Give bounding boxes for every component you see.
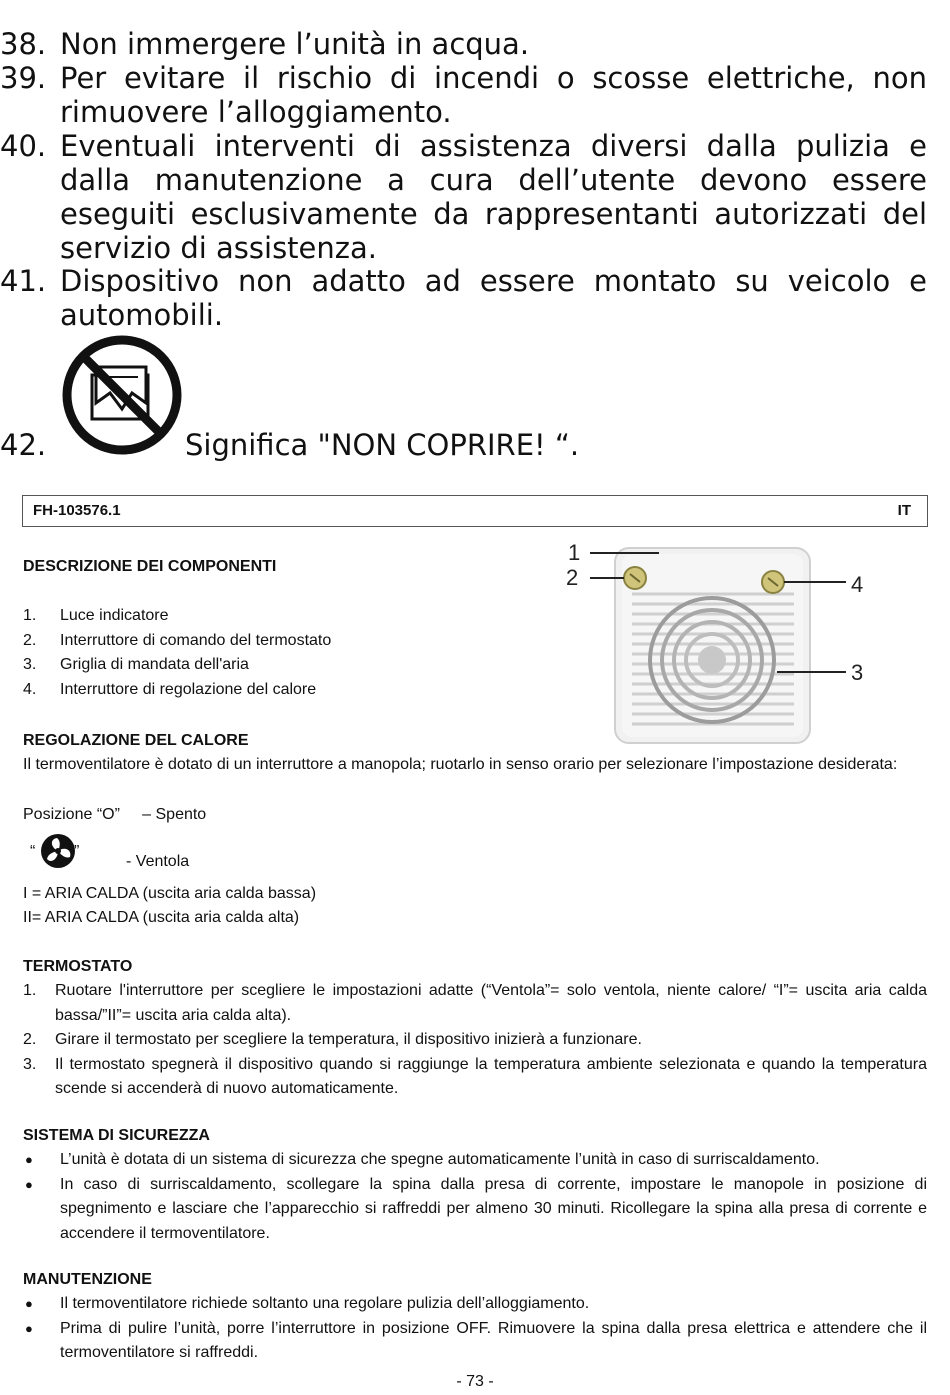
language-code: IT <box>897 502 911 519</box>
list-item <box>23 1292 927 1317</box>
list-item <box>23 1053 927 1102</box>
item-text: L’unità è dotata di un sistema di sicurezza che spegne automaticamente l’unità in caso di surriscaldamento. <box>60 1151 820 1168</box>
item-text: Interruttore di regolazione del calore <box>60 680 317 698</box>
list-item <box>23 979 927 1028</box>
list-item <box>23 678 543 703</box>
maintenance-list <box>23 1292 927 1366</box>
position-off-text: Posizione “O” – Spento <box>23 806 207 823</box>
item-number: 40. <box>0 129 47 163</box>
fan-icon <box>40 833 76 869</box>
fan-symbol <box>30 833 90 873</box>
setting-low: I = ARIA CALDA (uscita aria calda bassa) <box>23 885 317 902</box>
list-item <box>23 629 543 654</box>
item-number: 3. <box>23 1055 37 1073</box>
safety-item-41 <box>0 264 927 332</box>
item-text: Dispositivo non adatto ad essere montato su veicolo e automobili. <box>60 264 927 332</box>
safety-item-38 <box>0 27 927 61</box>
heat-heading: REGOLAZIONE DEL CALORE <box>23 732 249 749</box>
item-text: Interruttore di comando del termostato <box>60 631 332 649</box>
bullet-icon: ● <box>25 1176 33 1192</box>
setting-high: II= ARIA CALDA (uscita aria calda alta) <box>23 909 300 926</box>
safety-item-39 <box>0 61 927 129</box>
bullet-icon: ● <box>25 1296 33 1311</box>
list-item <box>23 1028 927 1053</box>
list-item <box>23 653 543 678</box>
safety-system-heading: SISTEMA DI SICUREZZA <box>23 1127 210 1144</box>
model-code: FH-103576.1 <box>33 502 121 519</box>
thermostat-list <box>23 979 927 1102</box>
item-text: Griglia di mandata dell'aria <box>60 656 249 673</box>
page-number: - 73 - <box>456 1373 494 1390</box>
do-not-cover-caption: Significa "NON COPRIRE! “. <box>185 428 580 462</box>
item-number: 41. <box>0 264 47 298</box>
bullet-icon: ● <box>25 1320 33 1336</box>
figure-label-3: 3 <box>851 660 864 685</box>
quote-open: “ <box>30 843 36 860</box>
item-number: 1. <box>23 607 37 624</box>
fan-label: - Ventola <box>126 853 190 870</box>
figure-label-2: 2 <box>566 565 579 590</box>
item-text: Per evitare il rischio di incendi o scosse elettriche, non rimuovere l’alloggiamento. <box>60 61 927 129</box>
list-item <box>23 1148 927 1173</box>
maintenance-heading: MANUTENZIONE <box>23 1271 152 1288</box>
item-text: Il termoventilatore richiede soltanto una regolare pulizia dell’alloggiamento. <box>60 1295 590 1312</box>
item-number: 4. <box>23 680 37 698</box>
do-not-cover-icon <box>60 333 184 457</box>
item-text: Il termostato spegnerà il dispositivo quando si raggiunge la temperatura ambiente selezionata e quando la temperatura scende si accenderà di nuovo automaticamente. <box>55 1055 927 1097</box>
heater-diagram <box>562 538 872 750</box>
thermostat-heading: TERMOSTATO <box>23 958 133 975</box>
list-item <box>23 1317 927 1366</box>
item-number: 2. <box>23 631 37 649</box>
heat-intro: Il termoventilatore è dotato di un interruttore a manopola; ruotarlo in senso orario per selezionare l’impostazione desiderata: <box>23 756 898 773</box>
item-text: Eventuali interventi di assistenza diversi dalla pulizia e dalla manutenzione a cura dell’utente devono essere eseguiti esclusivamente da rappresentanti autorizzati del servizio di assistenza. <box>60 129 927 265</box>
item-number: 2. <box>23 1031 37 1048</box>
item-text: Girare il termostato per scegliere la temperatura, il dispositivo inizierà a funzionare. <box>55 1031 642 1048</box>
item-text: Luce indicatore <box>60 607 169 624</box>
document-header <box>22 495 928 527</box>
bullet-icon: ● <box>25 1152 33 1167</box>
item-number: 39. <box>0 61 47 95</box>
safety-system-list <box>23 1148 927 1246</box>
components-heading: DESCRIZIONE DEI COMPONENTI <box>23 558 277 575</box>
item-number: 38. <box>0 27 47 61</box>
figure-label-4: 4 <box>851 572 864 597</box>
quote-close: ” <box>74 843 80 860</box>
list-item <box>23 604 543 629</box>
item-text: Ruotare l'interruttore per scegliere le impostazioni adatte (“Ventola”= solo ventola, niente calore/ “I”= uscita aria calda bassa/”II”= uscita aria calda alta). <box>55 982 927 1024</box>
item-number: 1. <box>23 982 37 999</box>
components-list <box>23 604 543 702</box>
item-number: 42. <box>0 428 47 462</box>
item-text: In caso di surriscaldamento, scollegare la spina dalla presa di corrente, impostare le manopole in posizione di spegnimento e lasciare che l’apparecchio si raffreddi per almeno 30 minuti. Ricollegare la spina alla presa di corrente e accendere il termoventilatore. <box>60 1175 927 1242</box>
figure-label-1: 1 <box>568 540 581 565</box>
safety-item-40 <box>0 129 927 265</box>
list-item <box>23 1173 927 1247</box>
item-number: 3. <box>23 656 37 673</box>
item-text: Prima di pulire l’unità, porre l’interruttore in posizione OFF. Rimuovere la spina dalla presa elettrica e attendere che il termoventilatore si raffreddi. <box>60 1319 927 1361</box>
item-text: Non immergere l’unità in acqua. <box>60 27 530 61</box>
